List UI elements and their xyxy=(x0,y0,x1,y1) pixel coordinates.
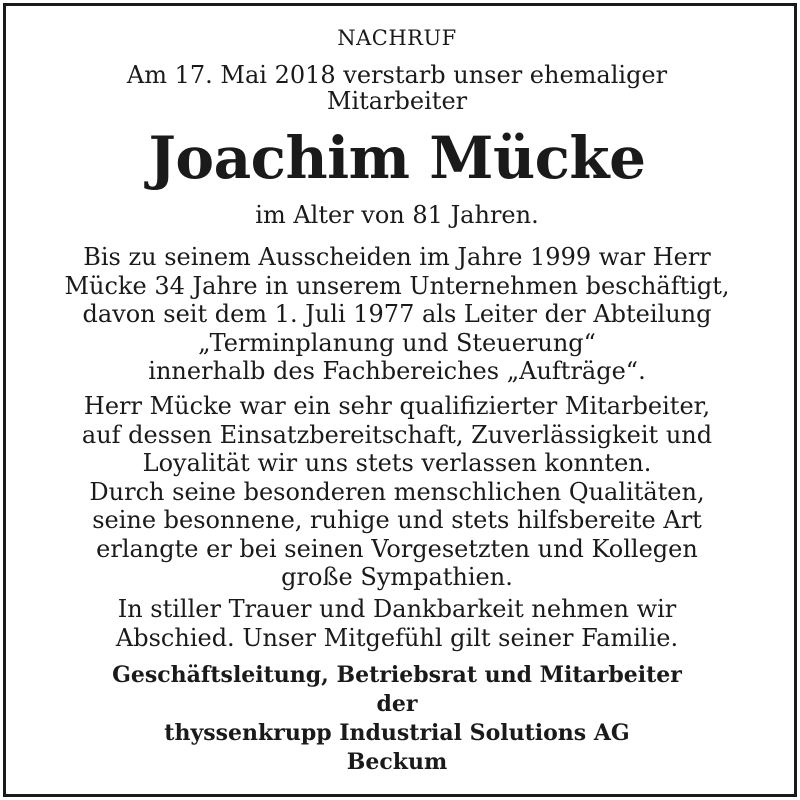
text-line: Loyalität wir uns stets verlassen konnten. xyxy=(142,449,652,477)
paragraph-tribute xyxy=(0,392,794,592)
text-line: innerhalb des Fachbereiches „Aufträge“. xyxy=(148,357,646,385)
text-line: Durch seine besonderen menschlichen Qualitäten, xyxy=(89,477,705,506)
signature-line: Geschäftsleitung, Betriebsrat und Mitarbeiter xyxy=(112,662,682,688)
text-line: Abschied. Unser Mitgefühl gilt seiner Familie. xyxy=(115,623,679,652)
signature-line: der xyxy=(376,691,418,717)
text-line: erlangte er bei seinen Vorgesetzten und Kollegen xyxy=(96,534,698,563)
text-line: Herr Mücke war ein sehr qualifizierter Mitarbeiter, xyxy=(83,392,711,420)
intro-text xyxy=(0,62,794,114)
paragraph-condolence xyxy=(0,595,794,652)
text-line: seine besonnene, ruhige und stets hilfsbereite Art xyxy=(92,506,702,534)
paragraph-career xyxy=(0,243,794,386)
text-line: auf dessen Einsatzbereitschaft, Zuverlässigkeit und xyxy=(81,420,713,449)
signature-block xyxy=(0,661,794,777)
intro-line: Am 17. Mai 2018 verstarb unser ehemaliger xyxy=(126,61,668,89)
text-line: davon seit dem 1. Juli 1977 als Leiter der Abteilung xyxy=(82,300,712,328)
text-line: große Sympathien. xyxy=(281,563,513,591)
signature-line: thyssenkrupp Industrial Solutions AG xyxy=(164,720,630,746)
text-line: Bis zu seinem Ausscheiden im Jahre 1999 war Herr xyxy=(83,243,711,271)
intro-line: Mitarbeiter xyxy=(326,87,468,115)
text-line: „Terminplanung und Steuerung“ xyxy=(198,328,596,357)
age-line: im Alter von 81 Jahren. xyxy=(255,201,539,229)
text-line: Mücke 34 Jahre in unserem Unternehmen beschäftigt, xyxy=(64,271,730,300)
notice-heading: NACHRUF xyxy=(337,26,457,50)
signature-line: Beckum xyxy=(346,749,448,775)
text-line: In stiller Trauer und Dankbarkeit nehmen wir xyxy=(117,595,677,623)
deceased-name: Joachim Mücke xyxy=(148,124,646,192)
